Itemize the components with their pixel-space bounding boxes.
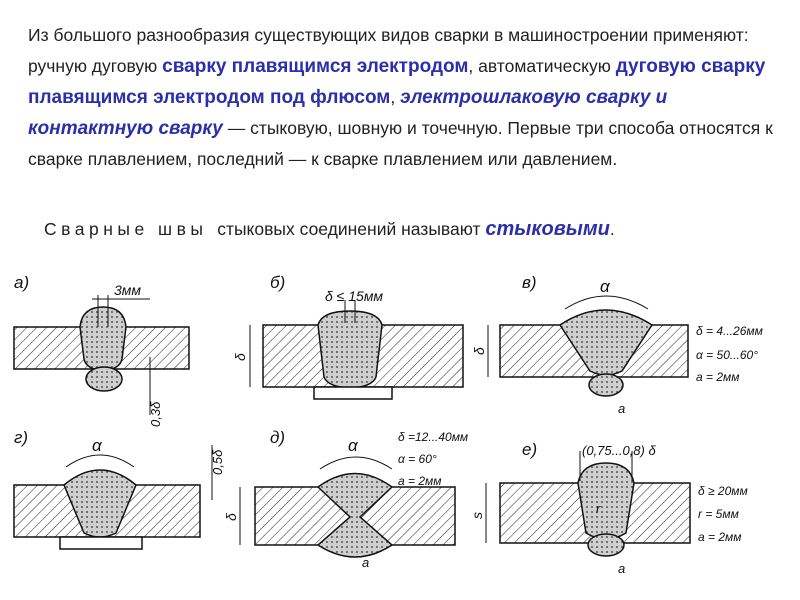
highlight-term: дуговую сварку плавящимся электродом под флюсом bbox=[28, 56, 766, 108]
root-bead bbox=[86, 367, 122, 391]
figure-v bbox=[471, 273, 763, 416]
figure-g bbox=[14, 428, 225, 549]
figure-d bbox=[223, 428, 468, 570]
weld-diagrams bbox=[0, 255, 800, 600]
text-segment: , автоматическую bbox=[468, 56, 616, 76]
weld-bead bbox=[80, 307, 126, 371]
dimension: 3мм bbox=[114, 282, 141, 298]
dimension: δ bbox=[471, 347, 487, 355]
figure-v-label: в) bbox=[522, 273, 537, 292]
figure-a-label: а) bbox=[14, 273, 30, 292]
dimension: δ bbox=[232, 353, 248, 361]
figure-b bbox=[232, 273, 463, 399]
text-segment: — стыковую, шовную и точечную. Первые три способа относятся к сварке плавлением, последний — к сварке плавлением или давлением. bbox=[28, 118, 773, 169]
figure-b-label: б) bbox=[270, 273, 286, 292]
weld-bead bbox=[578, 463, 634, 539]
figure-d-label: д) bbox=[270, 428, 286, 447]
spaced-term: Сварные швы bbox=[44, 219, 208, 239]
text-segment: . bbox=[609, 219, 615, 239]
figure-a bbox=[14, 273, 189, 427]
dimension: а bbox=[618, 401, 626, 416]
angle-label: α bbox=[600, 277, 610, 296]
highlight-term: стыковыми bbox=[485, 218, 610, 240]
backing-strip bbox=[314, 387, 392, 399]
dimension: а bbox=[362, 555, 370, 570]
backing-strip bbox=[60, 537, 142, 549]
definition-line bbox=[44, 218, 615, 241]
root-bead bbox=[589, 374, 623, 396]
angle-label: α bbox=[348, 436, 358, 455]
dimension: r = 5мм bbox=[698, 507, 739, 521]
text-segment: , bbox=[390, 87, 401, 107]
dimension: δ = 4...26мм bbox=[696, 324, 763, 338]
dimension: а bbox=[618, 561, 626, 576]
root-bead bbox=[588, 534, 624, 556]
dimension: а = 2мм bbox=[698, 530, 742, 544]
weld-bead bbox=[318, 311, 382, 388]
text-segment: Из большого разнообразия существующих видов сварки в машиностроении применяют: ручную дуговую bbox=[28, 25, 749, 76]
highlight-term: сварку плавящимся электродом bbox=[162, 56, 469, 77]
dimension: (0,75...0,8) δ bbox=[582, 443, 656, 458]
dimension: α = 50...60° bbox=[696, 348, 759, 362]
figure-e bbox=[469, 440, 748, 576]
figure-e-label: е) bbox=[522, 440, 538, 459]
dimension: α = 60° bbox=[398, 452, 437, 466]
dimension: δ ≤ 15мм bbox=[325, 288, 384, 304]
highlight-term: электрошлаковую сварку и контактную сварку bbox=[28, 87, 668, 139]
dimension: а = 2мм bbox=[398, 474, 442, 488]
dimension: δ =12...40мм bbox=[398, 430, 469, 444]
dimension: 0,5δ bbox=[210, 449, 225, 475]
figure-g-label: г) bbox=[14, 428, 29, 447]
angle-label: α bbox=[92, 436, 102, 455]
dimension: 0,3δ bbox=[148, 401, 163, 427]
intro-paragraph bbox=[28, 20, 783, 175]
dimension: δ ≥ 20мм bbox=[698, 484, 748, 498]
text-segment: стыковых соединений называют bbox=[217, 219, 481, 239]
dimension: а = 2мм bbox=[696, 370, 740, 384]
dimension: r bbox=[596, 501, 601, 516]
dimension: s bbox=[469, 512, 485, 519]
dimension: δ bbox=[223, 513, 239, 521]
